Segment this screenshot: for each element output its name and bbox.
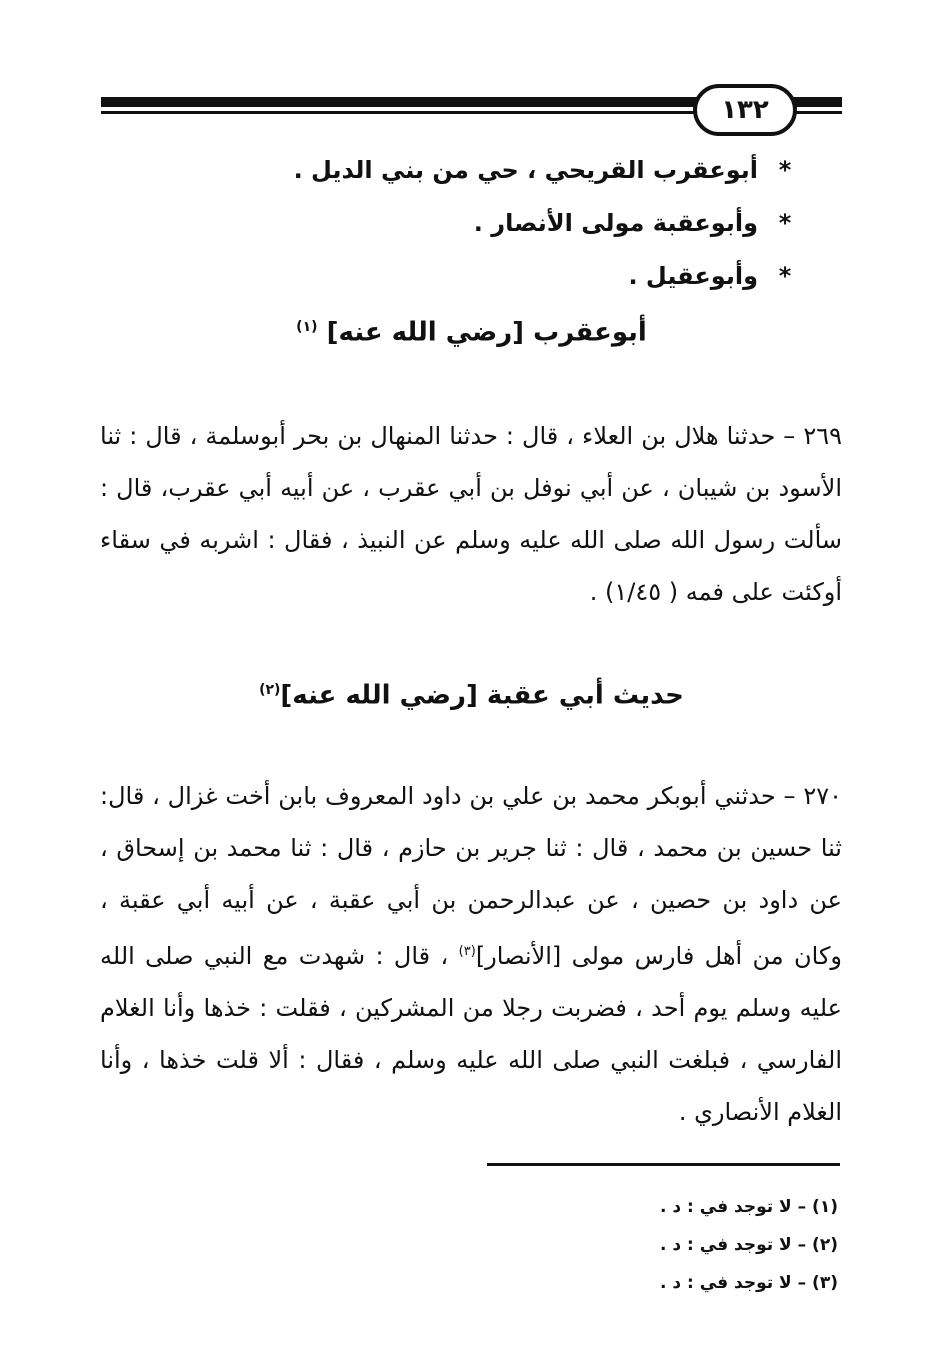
section-heading — [0, 305, 943, 355]
footnote-marker: (٢) — [259, 682, 281, 698]
footnote-separator — [487, 1163, 840, 1166]
bullet-text: وأبوعقيل . — [628, 262, 758, 290]
footnote-marker: (١) — [296, 319, 318, 335]
paragraph-text: ٢٧٠ – حدثني أبوبكر محمد بن علي بن داود المعروف بابن أخت غزال ، قال: ثنا حسين بن محمد ، قال : ثنا جرير بن حازم ، قال : ثنا محمد بن إسحاق ، عن داود بن حصين ، عن عبدالرحمن بن أبي عقبة ، عن أبيه أبي عقبة ، وكان من أهل فارس مولى [الأنصار] — [100, 782, 842, 970]
page-number: ١٣٢ — [693, 84, 797, 136]
paragraph-text: ، قال : شهدت مع النبي صلى الله عليه وسلم يوم أحد ، فضربت رجلا من المشركين ، فقلت : خذها وأنا الغلام الفارسي ، فبلغت النبي صلى الله عليه وسلم ، فقال : ألا قلت خذها ، وأنا الغلام الأنصاري . — [100, 942, 842, 1126]
hadith-paragraph — [100, 770, 842, 1138]
bullet-star: * — [778, 262, 792, 290]
heading-text: حديث أبي عقبة [رضي الله عنه] — [280, 680, 684, 711]
bullet-item — [294, 150, 798, 190]
heading-text: أبوعقرب [رضي الله عنه] — [326, 317, 647, 348]
section-heading — [0, 668, 943, 718]
footnote-marker: (٣) — [458, 944, 476, 959]
bullet-text: أبوعقرب القريحي ، حي من بني الديل . — [293, 156, 758, 184]
bullet-star: * — [778, 156, 792, 184]
bullet-star: * — [778, 209, 792, 237]
bullet-text: وأبوعقبة مولى الأنصار . — [473, 209, 758, 237]
hadith-paragraph: ٢٦٩ – حدثنا هلال بن العلاء ، قال : حدثنا المنهال بن بحر أبوسلمة ، قال : ثنا الأسود بن شيبان ، عن أبي نوفل بن أبي عقرب ، عن أبيه أبي عقرب، قال : سألت رسول الله صلى الله عليه وسلم عن النبيذ ، فقال : اشربه في سقاء أوكئت على فمه ( ١/٤٥) . — [100, 422, 842, 606]
footnote: (٣) – لا توجد في : د . — [660, 1273, 838, 1293]
header-rule-thin — [101, 111, 701, 114]
footnote: (١) – لا توجد في : د . — [660, 1197, 838, 1217]
header-rule-thick — [101, 97, 701, 107]
bullet-item — [628, 256, 798, 296]
bullet-item — [474, 203, 798, 243]
footnote: (٢) – لا توجد في : د . — [660, 1235, 838, 1255]
